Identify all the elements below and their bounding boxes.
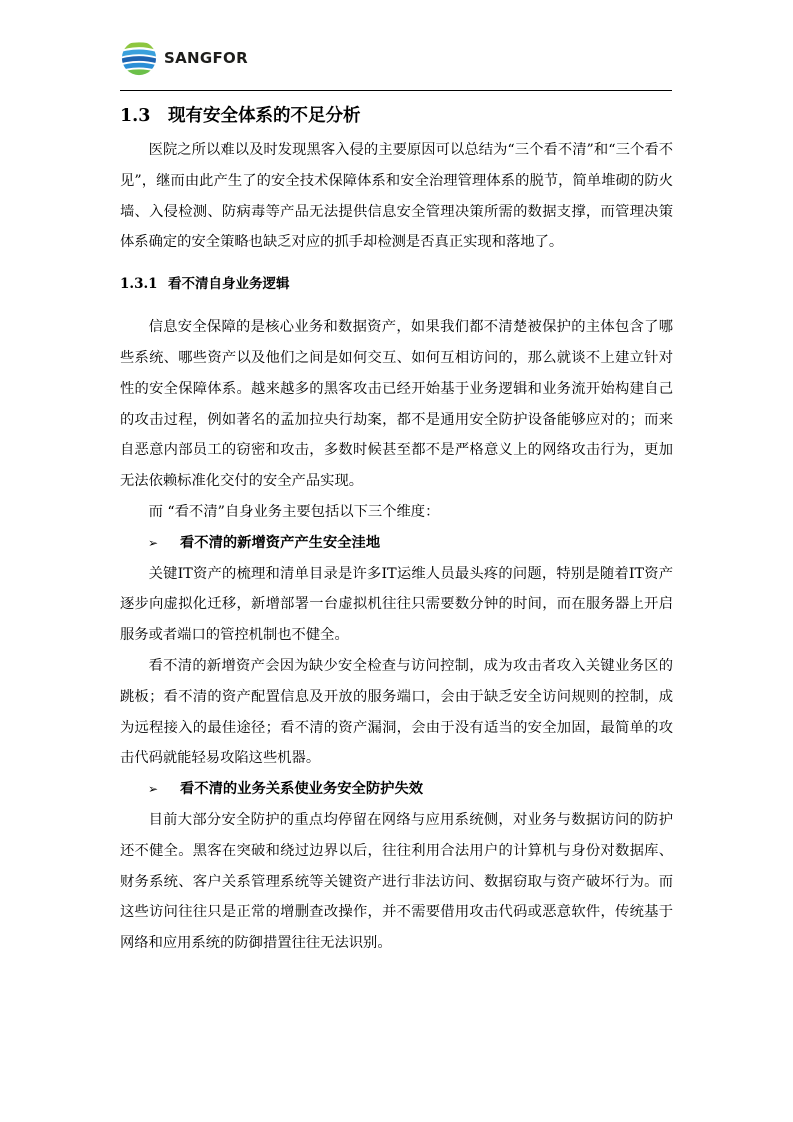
- bullet-heading-1: [120, 528, 673, 559]
- bullet-heading-2: [120, 774, 673, 805]
- subsection-heading: [120, 270, 673, 298]
- document-body: [120, 101, 673, 959]
- arrow-bullet-icon: ➢: [148, 782, 159, 797]
- subsection-paragraph-1: 信息安全保障的是核心业务和数据资产，如果我们都不清楚被保护的主体包含了哪些系统、哪些资产以及他们之间是如何交互、如何互相访问的，那么就谈不上建立针对性的安全保障体系。越来越多的黑客攻击已经开始基于业务逻辑和业务流开始构建自己的攻击过程，例如著名的孟加拉央行劫案，都不是通用安全防护设备能够应对的；而来自恶意内部员工的窃密和攻击，多数时候甚至都不是严格意义上的网络攻击行为，更加无法依赖标准化交付的安全产品实现。: [120, 319, 673, 490]
- logo-text: SANGFOR: [164, 49, 248, 67]
- bullet1-paragraph-1: 关键IT资产的梳理和清单目录是许多IT运维人员最头疼的问题，特别是随着IT资产逐步向虚拟化迁移，新增部署一台虚拟机往往只需要数分钟的时间，而在服务器上开启服务或者端口的管控机制也不健全。: [120, 565, 673, 644]
- page-header: [120, 38, 672, 91]
- bullet-title-1: 看不清的新增资产产生安全洼地: [180, 534, 381, 551]
- bullet1-paragraph-2: 看不清的新增资产会因为缺少安全检查与访问控制，成为攻击者攻入关键业务区的跳板；看不清的资产配置信息及开放的服务端口，会由于缺乏安全访问规则的控制，成为远程接入的最佳途径；看不清的资产漏洞，会由于没有适当的安全加固，最简单的攻击代码就能轻易攻陷这些机器。: [120, 657, 673, 767]
- bullet2-paragraph-1: 目前大部分安全防护的重点均停留在网络与应用系统侧，对业务与数据访问的防护还不健全。黑客在突破和绕过边界以后，往往利用合法用户的计算机与身份对数据库、财务系统、客户关系管理系统等关键资产进行非法访问、数据窃取与资产破坏行为。而这些访问往往只是正常的增删查改操作，并不需要借用攻击代码或恶意软件，传统基于网络和应用系统的防御措置往往无法识别。: [120, 811, 673, 952]
- sangfor-logo: [120, 38, 248, 78]
- bullet-title-2: 看不清的业务关系使业务安全防护失效: [180, 781, 424, 798]
- subsection-number: 1.3.1: [120, 276, 158, 293]
- subsection-title: 看不清自身业务逻辑: [168, 276, 290, 293]
- section-number: 1.3: [120, 106, 151, 126]
- subsection-paragraph-2: 而 “看不清”自身业务主要包括以下三个维度：: [148, 503, 440, 520]
- sangfor-logo-icon: [120, 39, 158, 77]
- section-title: 现有安全体系的不足分析: [168, 106, 361, 126]
- arrow-bullet-icon: ➢: [148, 535, 159, 550]
- section-heading: [120, 101, 673, 131]
- section-intro-paragraph: 医院之所以难以及时发现黑客入侵的主要原因可以总结为“三个看不清”和“三个看不见”，继而由此产生了的安全技术保障体系和安全治理管理体系的脱节，简单堆砌的防火墙、入侵检测、防病毒等产品无法提供信息安全管理决策所需的数据支撑，而管理决策体系确定的安全策略也缺乏对应的抓手却检测是否真正实现和落地了。: [120, 142, 673, 251]
